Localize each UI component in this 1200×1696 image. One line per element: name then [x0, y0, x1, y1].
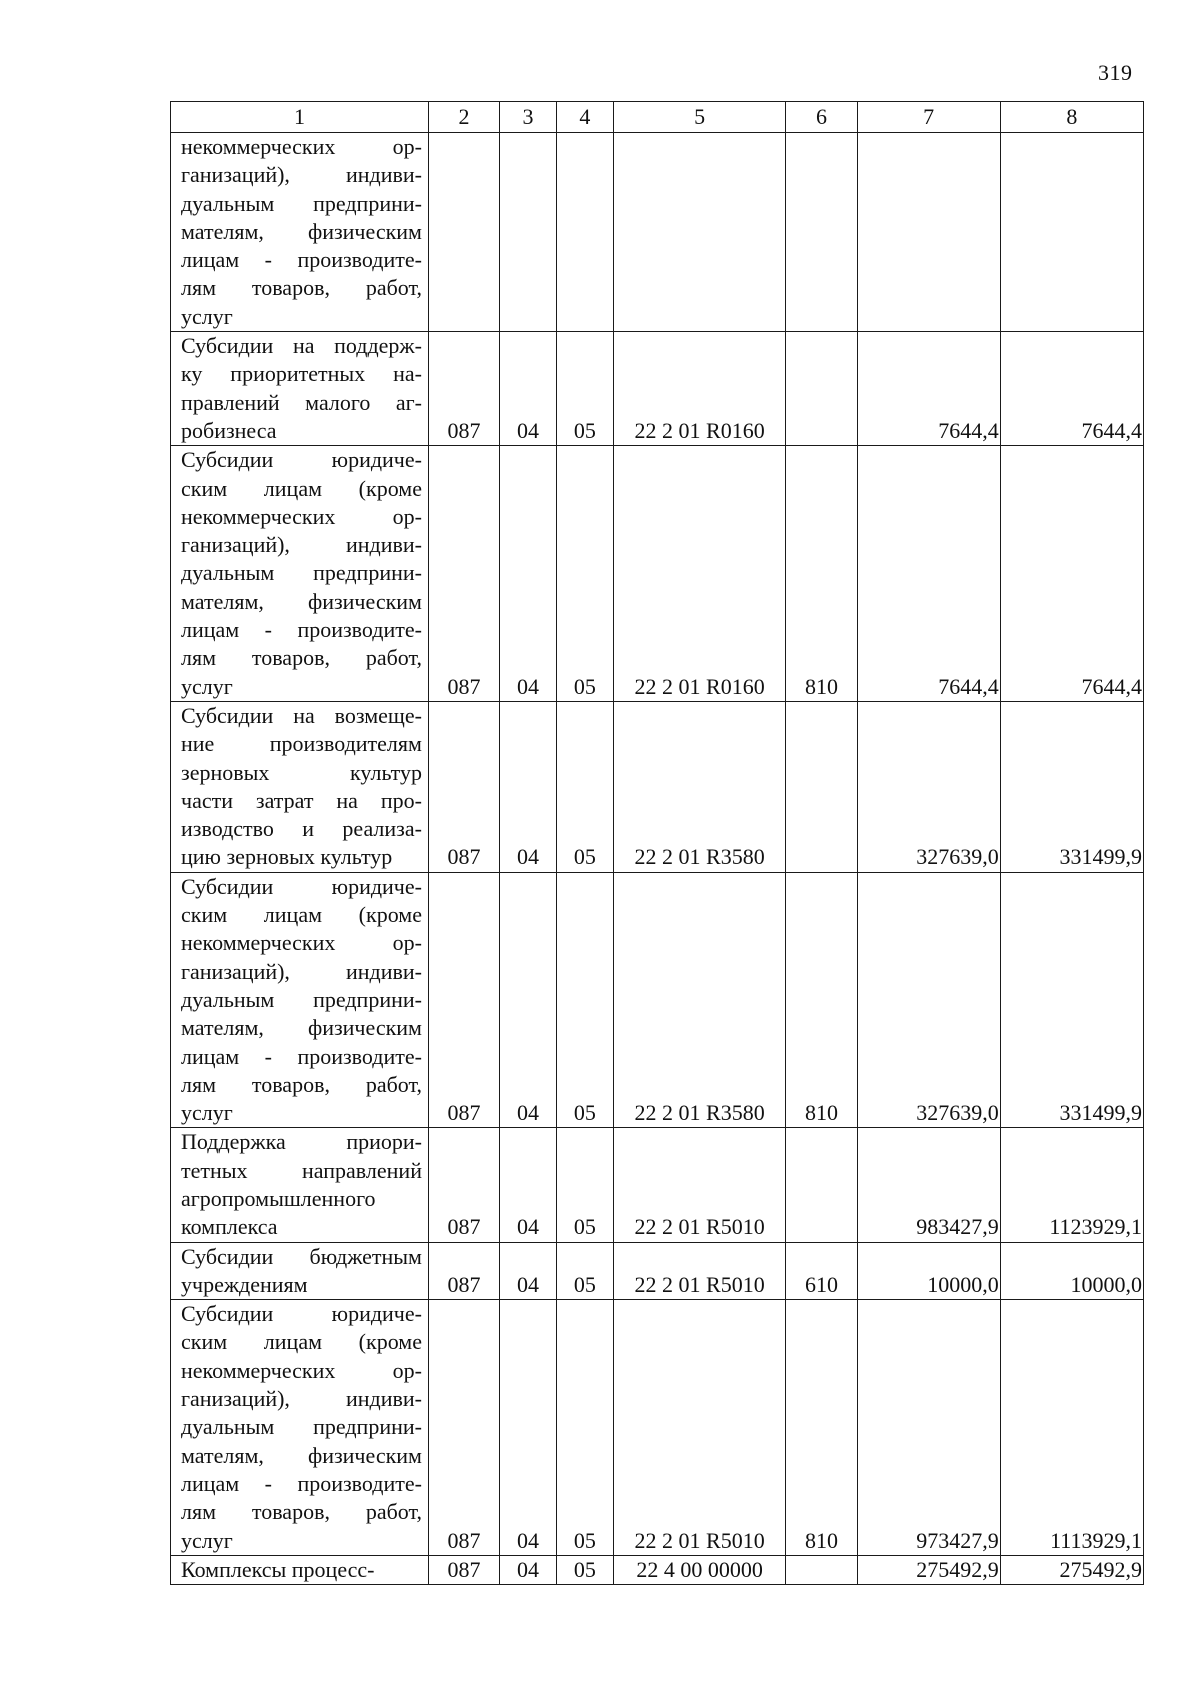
- description-line: мателям, физическим: [181, 1015, 422, 1041]
- expense-type-cell: [786, 701, 857, 872]
- ministry-code-cell: 087: [428, 1300, 499, 1556]
- subsection-code-cell: 05: [556, 1242, 613, 1300]
- description-cell: [171, 446, 429, 702]
- amount-col7-cell: 983427,9: [857, 1128, 1000, 1242]
- table-row: [171, 1242, 1144, 1300]
- description-line: ганизаций), индиви-: [181, 958, 422, 984]
- amount-col7-cell: 10000,0: [857, 1242, 1000, 1300]
- amount-col7-cell: 7644,4: [857, 446, 1000, 702]
- description-line: Комплексы процесс-: [181, 1556, 375, 1582]
- description-line: дуальным предприни-: [181, 560, 422, 586]
- description-line: лицам - производите-: [181, 617, 422, 643]
- section-code-cell: 04: [500, 1555, 557, 1584]
- description-line: дуальным предприни-: [181, 1414, 422, 1440]
- description-cell: [171, 332, 429, 446]
- section-code-cell: 04: [500, 1300, 557, 1556]
- page-number: 319: [1098, 60, 1133, 85]
- target-article-cell: 22 2 01 R3580: [613, 872, 786, 1128]
- ministry-code-cell: 087: [428, 1242, 499, 1300]
- description-line: дуальным предприни-: [181, 986, 422, 1012]
- description-line: некоммерческих ор-: [181, 134, 422, 159]
- description-line: ганизаций), индиви-: [181, 162, 422, 188]
- description-line: лям товаров, работ,: [181, 275, 422, 301]
- target-article-cell: 22 2 01 R5010: [613, 1128, 786, 1242]
- table-row: [171, 1128, 1144, 1242]
- description-cell: [171, 1555, 429, 1584]
- expense-type-cell: 610: [786, 1242, 857, 1300]
- amount-col7-cell: 275492,9: [857, 1555, 1000, 1584]
- header-cell-6: 6: [786, 102, 857, 133]
- section-code-cell: [500, 133, 557, 332]
- expense-type-cell: 810: [786, 872, 857, 1128]
- description-line: агропромышленного: [181, 1185, 376, 1211]
- description-cell: [171, 701, 429, 872]
- description-line: дуальным предприни-: [181, 190, 422, 216]
- ministry-code-cell: 087: [428, 1128, 499, 1242]
- description-cell: [171, 872, 429, 1128]
- amount-col7-cell: 327639,0: [857, 872, 1000, 1128]
- amount-col8-cell: [1000, 133, 1143, 332]
- table-row: [171, 133, 1144, 332]
- table-row: [171, 1300, 1144, 1556]
- section-code-cell: 04: [500, 701, 557, 872]
- description-line: ние производителям: [181, 731, 422, 757]
- target-article-cell: 22 2 01 R5010: [613, 1300, 786, 1556]
- amount-col8-cell: 331499,9: [1000, 872, 1143, 1128]
- description-line: учреждениям: [181, 1271, 308, 1297]
- description-line: робизнеса: [181, 417, 277, 443]
- expense-type-cell: 810: [786, 1300, 857, 1556]
- expense-type-cell: [786, 1128, 857, 1242]
- ministry-code-cell: 087: [428, 701, 499, 872]
- description-line: ским лицам (кроме: [181, 475, 422, 501]
- description-line: лицам - производите-: [181, 247, 422, 273]
- description-line: Поддержка приори-: [181, 1129, 422, 1155]
- header-cell-4: 4: [556, 102, 613, 133]
- description-line: ским лицам (кроме: [181, 1329, 422, 1355]
- header-cell-1: 1: [171, 102, 429, 133]
- ministry-code-cell: 087: [428, 332, 499, 446]
- header-cell-8: 8: [1000, 102, 1143, 133]
- description-line: услуг: [181, 673, 233, 699]
- description-line: Субсидии на поддерж-: [181, 333, 422, 359]
- description-line: лям товаров, работ,: [181, 645, 422, 671]
- target-article-cell: 22 2 01 R0160: [613, 446, 786, 702]
- description-cell: [171, 133, 429, 332]
- subsection-code-cell: 05: [556, 1555, 613, 1584]
- header-cell-5: 5: [613, 102, 786, 133]
- expense-type-cell: 810: [786, 446, 857, 702]
- amount-col8-cell: 331499,9: [1000, 701, 1143, 872]
- description-line: лям товаров, работ,: [181, 1499, 422, 1525]
- description-line: цию зерновых культур: [181, 844, 393, 870]
- description-line: лям товаров, работ,: [181, 1071, 422, 1097]
- table-row: [171, 1555, 1144, 1584]
- subsection-code-cell: 05: [556, 332, 613, 446]
- ministry-code-cell: 087: [428, 446, 499, 702]
- amount-col8-cell: 10000,0: [1000, 1242, 1143, 1300]
- description-line: зерновых культур: [181, 759, 422, 785]
- description-line: изводство и реализа-: [181, 816, 422, 842]
- description-line: лицам - производите-: [181, 1470, 422, 1496]
- section-code-cell: 04: [500, 446, 557, 702]
- target-article-cell: 22 4 00 00000: [613, 1555, 786, 1584]
- amount-col8-cell: 7644,4: [1000, 332, 1143, 446]
- amount-col7-cell: 973427,9: [857, 1300, 1000, 1556]
- description-line: некоммерческих ор-: [181, 930, 422, 956]
- target-article-cell: 22 2 01 R0160: [613, 332, 786, 446]
- description-cell: [171, 1242, 429, 1300]
- ministry-code-cell: 087: [428, 872, 499, 1128]
- section-code-cell: 04: [500, 1128, 557, 1242]
- amount-col8-cell: 1113929,1: [1000, 1300, 1143, 1556]
- subsection-code-cell: 05: [556, 446, 613, 702]
- description-line: мателям, физическим: [181, 1442, 422, 1468]
- ministry-code-cell: 087: [428, 1555, 499, 1584]
- description-line: ганизаций), индиви-: [181, 1386, 422, 1412]
- amount-col8-cell: 7644,4: [1000, 446, 1143, 702]
- description-line: Субсидии юридиче-: [181, 447, 422, 473]
- amount-col8-cell: 275492,9: [1000, 1555, 1143, 1584]
- amount-col8-cell: 1123929,1: [1000, 1128, 1143, 1242]
- description-line: услуг: [181, 1100, 233, 1126]
- expense-type-cell: [786, 1555, 857, 1584]
- description-line: комплекса: [181, 1214, 278, 1240]
- description-line: некоммерческих ор-: [181, 1357, 422, 1383]
- expense-type-cell: [786, 332, 857, 446]
- header-cell-3: 3: [500, 102, 557, 133]
- description-line: Субсидии юридиче-: [181, 873, 422, 899]
- description-line: части затрат на про-: [181, 787, 422, 813]
- section-code-cell: 04: [500, 1242, 557, 1300]
- amount-col7-cell: 7644,4: [857, 332, 1000, 446]
- description-line: Субсидии на возмеще-: [181, 702, 422, 728]
- table-body: [171, 133, 1144, 1585]
- table-row: [171, 701, 1144, 872]
- description-line: услуг: [181, 1527, 233, 1553]
- subsection-code-cell: 05: [556, 701, 613, 872]
- section-code-cell: 04: [500, 332, 557, 446]
- table-row: [171, 446, 1144, 702]
- section-code-cell: 04: [500, 872, 557, 1128]
- description-line: лицам - производите-: [181, 1043, 422, 1069]
- target-article-cell: 22 2 01 R5010: [613, 1242, 786, 1300]
- description-line: мателям, физическим: [181, 588, 422, 614]
- header-cell-7: 7: [857, 102, 1000, 133]
- table-row: [171, 332, 1144, 446]
- subsection-code-cell: [556, 133, 613, 332]
- description-line: Субсидии бюджетным: [181, 1243, 422, 1269]
- subsection-code-cell: 05: [556, 1300, 613, 1556]
- description-line: ку приоритетных на-: [181, 361, 422, 387]
- header-cell-2: 2: [428, 102, 499, 133]
- subsection-code-cell: 05: [556, 1128, 613, 1242]
- description-line: некоммерческих ор-: [181, 503, 422, 529]
- target-article-cell: [613, 133, 786, 332]
- description-line: Субсидии юридиче-: [181, 1301, 422, 1327]
- description-line: тетных направлений: [181, 1157, 422, 1183]
- description-line: услуг: [181, 303, 233, 329]
- amount-col7-cell: 327639,0: [857, 701, 1000, 872]
- description-line: правлений малого аг-: [181, 389, 422, 415]
- description-line: мателям, физическим: [181, 218, 422, 244]
- table-row: [171, 872, 1144, 1128]
- ministry-code-cell: [428, 133, 499, 332]
- budget-table: [170, 101, 1144, 1585]
- amount-col7-cell: [857, 133, 1000, 332]
- header-row: [171, 102, 1144, 133]
- description-line: ганизаций), индиви-: [181, 532, 422, 558]
- subsection-code-cell: 05: [556, 872, 613, 1128]
- description-cell: [171, 1300, 429, 1556]
- description-cell: [171, 1128, 429, 1242]
- expense-type-cell: [786, 133, 857, 332]
- target-article-cell: 22 2 01 R3580: [613, 701, 786, 872]
- description-line: ским лицам (кроме: [181, 902, 422, 928]
